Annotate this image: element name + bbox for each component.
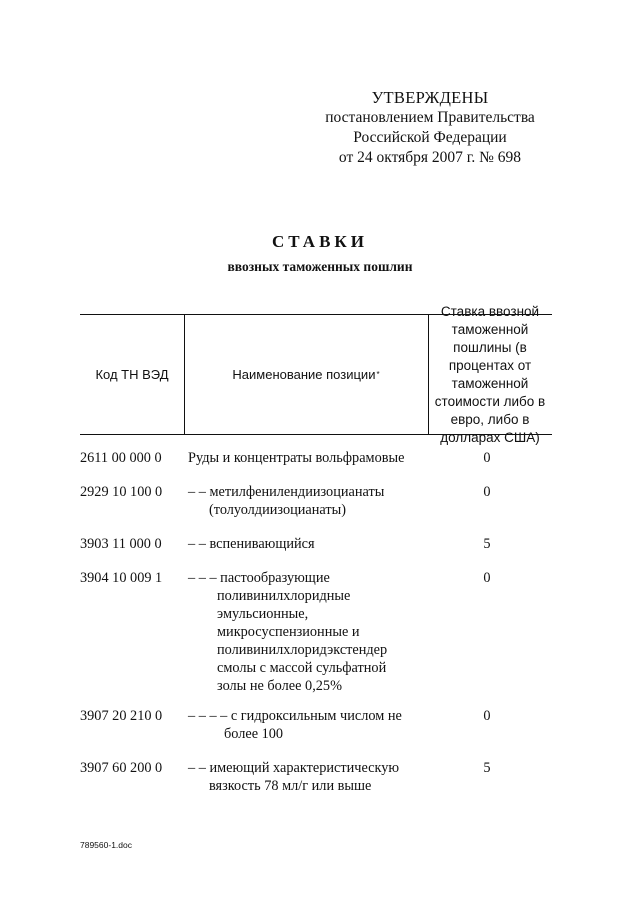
row-code: 3903 11 000 0 xyxy=(80,536,162,552)
approval-line-3: от 24 октября 2007 г. № 698 xyxy=(338,149,522,166)
document-subtitle: ввозных таможенных пошлин xyxy=(227,259,413,274)
table-header xyxy=(80,303,552,445)
header-name xyxy=(184,315,429,434)
row-name xyxy=(188,483,424,519)
row-code: 3907 20 210 0 xyxy=(80,708,163,724)
header-name-footnote-mark: * xyxy=(376,370,380,379)
row-rate: 0 xyxy=(483,484,491,500)
footer-document-id: 789560-1.doc xyxy=(80,840,132,850)
header-rate: Ставка ввозной таможенной пошлины (в процентах от таможенной стоимости либо в евро, либо в долларах США) xyxy=(434,303,546,445)
row-code: 3904 10 009 1 xyxy=(80,570,163,586)
row-name xyxy=(188,449,424,467)
row-rate: 0 xyxy=(483,570,491,586)
approval-line-2: Российской Федерации xyxy=(353,129,507,146)
row-name xyxy=(188,569,424,695)
row-rate: 0 xyxy=(483,450,491,466)
row-name-continuation: вязкость 78 мл/г или выше xyxy=(209,778,372,794)
row-rate: 5 xyxy=(483,760,491,776)
row-code: 2611 00 000 0 xyxy=(80,450,162,466)
row-name xyxy=(188,535,424,553)
row-rate: 0 xyxy=(483,708,491,724)
row-name-continuation: поливинилхлоридные эмульсионные, микросуспензионные и поливинилхлоридэкстендер смолы с массой сульфатной золы не более 0,25% xyxy=(217,588,388,694)
row-name xyxy=(188,707,424,743)
row-name-first-line: – – метилфенилендиизоцианаты xyxy=(188,484,385,500)
approval-block xyxy=(305,88,555,168)
row-code: 2929 10 100 0 xyxy=(80,484,163,500)
row-name-first-line: – – вспенивающийся xyxy=(188,536,315,552)
row-name-continuation: более 100 xyxy=(224,726,284,742)
header-name-label: Наименование позиции xyxy=(232,367,376,382)
document-title: СТАВКИ xyxy=(272,232,368,251)
row-name-first-line: – – – пастообразующие xyxy=(188,570,330,586)
approval-heading: УТВЕРЖДЕНЫ xyxy=(371,88,489,107)
row-name-continuation: (толуолдиизоцианаты) xyxy=(209,502,346,518)
row-name-first-line: – – имеющий характеристическую xyxy=(188,760,400,776)
row-name xyxy=(188,759,424,795)
row-rate: 5 xyxy=(483,536,491,552)
approval-line-1: постановлением Правительства xyxy=(325,109,535,126)
row-name-first-line: Руды и концентраты вольфрамовые xyxy=(188,450,405,466)
row-code: 3907 60 200 0 xyxy=(80,760,163,776)
row-name-first-line: – – – – с гидроксильным числом не xyxy=(188,708,402,724)
header-code: Код ТН ВЭД xyxy=(80,315,185,434)
